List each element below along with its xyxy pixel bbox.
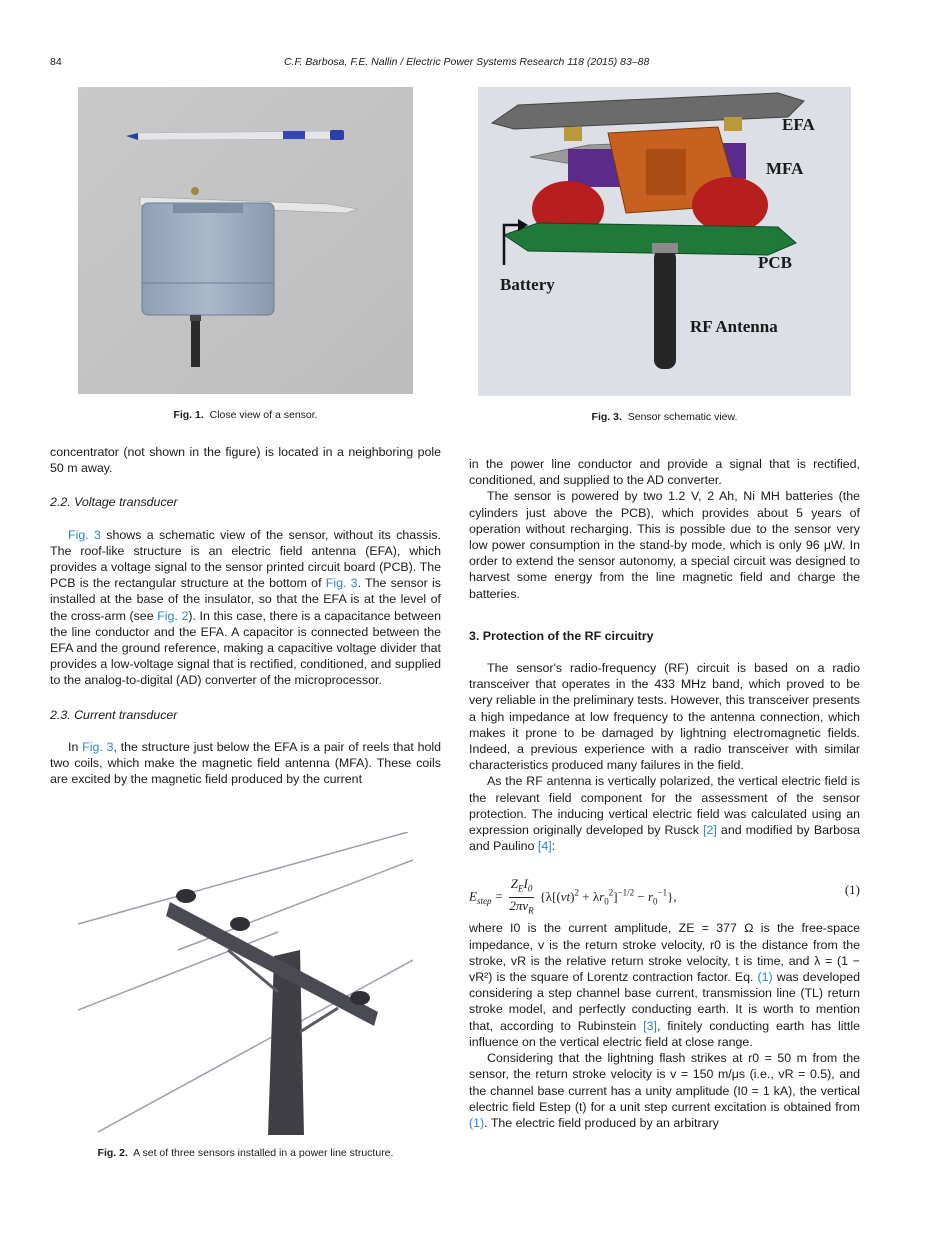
equation-number: (1) xyxy=(844,882,860,898)
battery-label: Battery xyxy=(500,275,555,294)
right-column xyxy=(469,456,860,1131)
text-run: As the RF antenna is vertically polarized, the vertical electric field is the relevant field component for the assessment of the sensor protection. The inducing vertical electric field was calculated using an expression originally developed by Rusck xyxy=(469,774,860,838)
paragraph xyxy=(50,739,441,788)
figure-2-caption-text: A set of three sensors installed in a power line structure. xyxy=(133,1147,394,1159)
section-heading-2-3: 2.3. Current transducer xyxy=(50,707,178,722)
paragraph xyxy=(469,773,860,854)
running-head: C.F. Barbosa, F.E. Nallin / Electric Power Systems Research 118 (2015) 83–88 xyxy=(284,56,650,68)
efa-label: EFA xyxy=(782,115,815,134)
text-run: . The sensor is installed at the base of the insulator, so that the EFA is at the level of the cross-arm (see xyxy=(50,576,441,623)
text-run: ). In this case, there is a capacitance between the line conductor and the EFA. A capacitor is connected between the EFA and the ground reference, making a capacitive voltage divider that provides a low-voltage signal that is rectified, conditioned, and supplied to the analog-to-digital (AD) converter of the microprocessor. xyxy=(50,608,441,688)
figure-2-caption xyxy=(78,1147,413,1159)
paragraph: The sensor's radio-frequency (RF) circuit is based on a radio transceiver that operates in the 433 MHz band, which proved to be very reliable in the preliminary tests. However, this transceiver presents a high impedance at low frequency to the antenna connection, which makes it prone to be damaged by lightning electromagnetic fields. Indeed, a previous experience with a radio transceiver with similar characteristics produced many failures in the field. xyxy=(469,661,860,773)
figure-2-label: Fig. 2. xyxy=(97,1147,128,1159)
equation-1 xyxy=(469,860,860,916)
equation-body: $E_{step}$ = $Z_EI_0$ $2\pi v_R$ $\{\lambda[(vt)^2 + \lambda r_0^2]^{-1/2} - r_0^{-1}\}$, xyxy=(469,876,677,916)
paragraph xyxy=(469,1050,860,1131)
text-run: , the structure just below the EFA is a pair of reels that hold two coils, which make the magnetic field antenna (MFA). These coils are excited by the magnetic field produced by the current xyxy=(50,739,441,787)
figure-1-caption xyxy=(78,409,413,421)
figure-3-label: Fig. 3. xyxy=(591,411,622,423)
section-heading-3: 3. Protection of the RF circuitry xyxy=(469,628,654,643)
citation-link[interactable]: [2] xyxy=(703,823,717,838)
page-number: 84 xyxy=(50,56,62,68)
figure-3-caption xyxy=(478,411,851,423)
figure-reference-link[interactable]: Fig. 3 xyxy=(82,739,114,754)
citation-link[interactable]: [4] xyxy=(537,839,552,854)
text-run: and modified by Barbosa and Paulino xyxy=(469,823,860,854)
figure-reference-link[interactable]: Fig. 2 xyxy=(157,608,189,623)
paragraph: in the power line conductor and provide a signal that is rectified, conditioned, and supplied to the AD converter. xyxy=(469,457,860,488)
figure-3-caption-text: Sensor schematic view. xyxy=(627,411,738,423)
paragraph: concentrator (not shown in the figure) is located in a neighboring pole 50 m away. xyxy=(50,445,441,476)
figure-1-label: Fig. 1. xyxy=(173,409,204,421)
text-run: Considering that the lightning flash strikes at r0 = 50 m from the sensor, the return stroke velocity is v = 150 m/μs (i.e., vR = 0.5), and the channel base current has a unity amplitude (I0 = 1 kA), the vertical electric field Estep (t) for a unit step current excitation is obtained from xyxy=(469,1051,860,1114)
text-run: In xyxy=(68,739,83,754)
paragraph xyxy=(50,527,441,689)
equation-reference-link[interactable]: (1) xyxy=(757,970,773,985)
left-column xyxy=(50,444,441,787)
figure-1-image xyxy=(78,87,413,394)
paragraph: The sensor is powered by two 1.2 V, 2 Ah, Ni MH batteries (the cylinders just above the PCB), which provides about 5 years of operation without recharging. This is possible due to the sensor very low power consumption in the stand-by mode, which is only 96 μW. In order to extend the sensor autonomy, a special circuit was designed to harvest some energy from the line magnetic field and charge the batteries. xyxy=(469,489,860,601)
figure-reference-link[interactable]: Fig. 3 xyxy=(68,527,101,542)
text-run: : xyxy=(551,839,556,854)
text-run: , finitely conducting earth has little influence on the vertical electric field at close range. xyxy=(469,1018,860,1049)
text-run: was developed considering a step channel base current, transmission line (TL) return stroke model, and perfectly conducting earth. It is worth to mention that, according to Rubinstein xyxy=(469,970,860,1033)
text-run: shows a schematic view of the sensor, without its chassis. The roof-like structure is an electric field antenna (EFA), which provides a voltage signal to the sensor printed circuit board (PCB). The PCB is the rectangular structure at the bottom of xyxy=(50,527,441,591)
figure-3-image xyxy=(478,87,851,396)
text-run: where I0 is the current amplitude, ZE = 377 Ω is the free-space impedance, v is the return stroke velocity, r0 is the distance from the stroke, vR is the relative return stroke velocity, t is time, and λ = (1 − vR²) is the square of Lorentz contraction factor. Eq. xyxy=(469,921,860,985)
paragraph xyxy=(469,920,860,1050)
rf-antenna-label: RF Antenna xyxy=(690,317,778,336)
figure-reference-link[interactable]: Fig. 3 xyxy=(325,576,358,591)
equation-reference-link[interactable]: (1) xyxy=(469,1115,485,1130)
text-run: . The electric field produced by an arbitrary xyxy=(484,1115,719,1130)
figure-2-image xyxy=(78,832,413,1135)
citation-link[interactable]: [3] xyxy=(643,1018,657,1033)
pcb-label: PCB xyxy=(758,253,792,272)
mfa-label: MFA xyxy=(766,159,804,178)
figure-1-caption-text: Close view of a sensor. xyxy=(209,409,318,421)
section-heading-2-2: 2.2. Voltage transducer xyxy=(50,495,178,510)
